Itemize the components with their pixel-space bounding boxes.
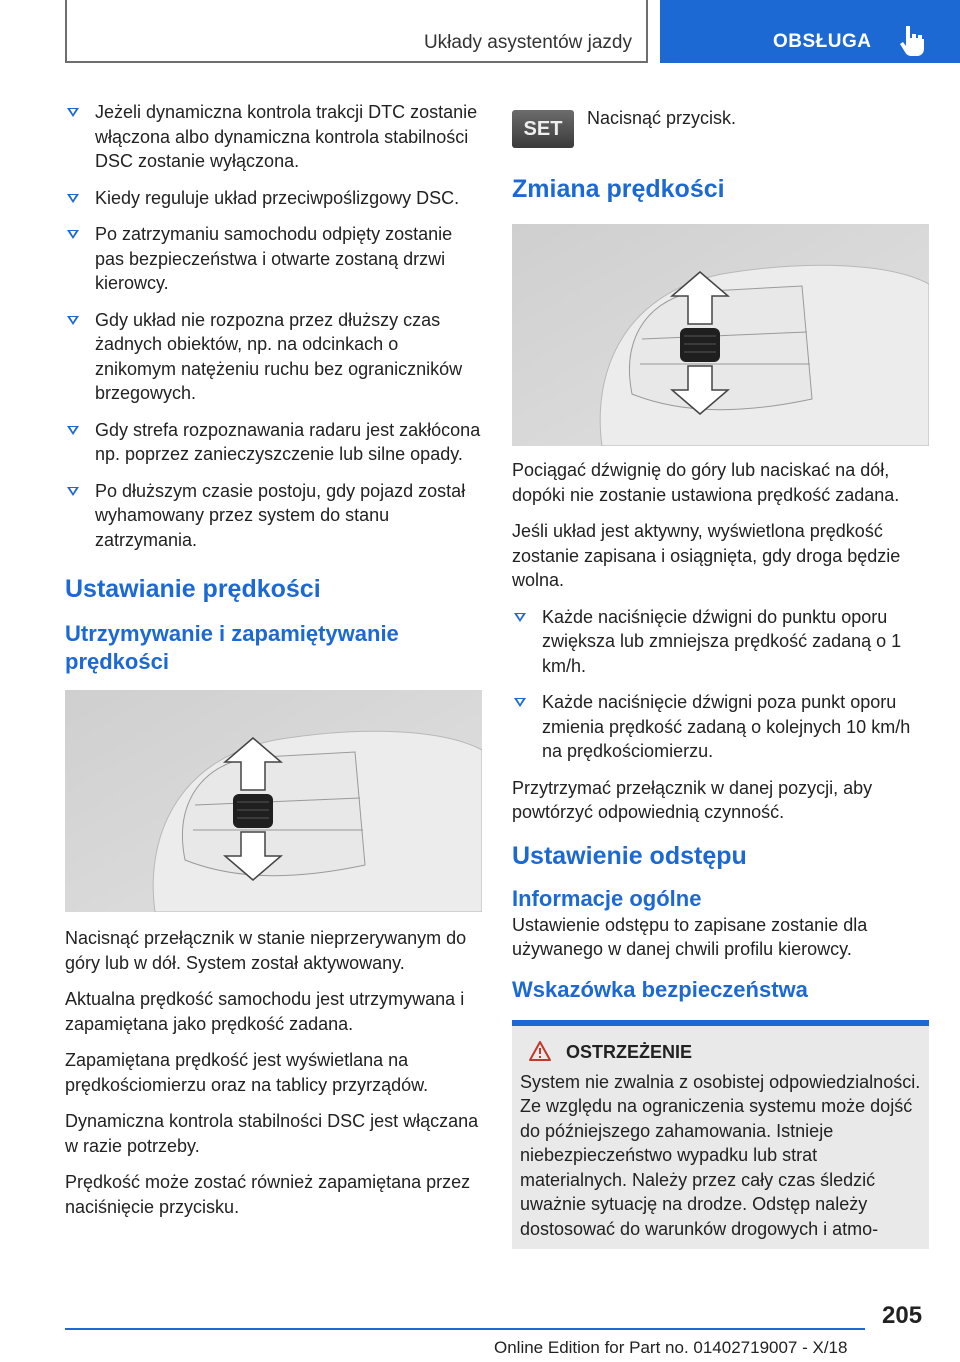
list-item: Gdy układ nie rozpozna przez dłuższy czas żadnych obiektów, np. na odcinkach o znikomym natężeniu ruchu bez ograniczników brzegowych.	[65, 308, 482, 406]
list-item: Każde naciśnięcie dźwigni do punktu oporu zwiększa lub zmniejsza prędkość zadaną o 1 km/h.	[512, 605, 929, 679]
warning-box	[512, 1026, 929, 1249]
triangle-bullet-icon	[67, 108, 79, 117]
paragraph: Przytrzymać przełącznik w danej pozycji, aby powtórzyć odpowiednią czynność.	[512, 777, 873, 822]
steering-wheel-switch-image	[65, 690, 482, 912]
set-button-icon: SET	[512, 110, 574, 148]
speed-step-list	[512, 605, 929, 764]
hand-pointer-icon	[898, 24, 928, 56]
left-column	[65, 100, 482, 1231]
paragraph: Jeśli układ jest aktywny, wyświetlona prędkość zostanie zapisana i osiągnięta, gdy droga będzie wolna.	[512, 521, 901, 590]
section-tab-label: OBSŁUGA	[773, 31, 872, 52]
list-item: Każde naciśnięcie dźwigni poza punkt oporu zmienia prędkość zadaną o kolejnych 10 km/h na prędkościomierzu.	[512, 690, 929, 764]
edition-note: Online Edition for Part no. 01402719007 - X/18	[494, 1338, 848, 1357]
paragraph: Zapamiętana prędkość jest wyświetlana na prędkościomierzu oraz na tablicy przyrządów.	[65, 1050, 429, 1095]
triangle-bullet-icon	[67, 194, 79, 203]
warning-header	[520, 1040, 921, 1070]
paragraph: Ustawienie odstępu to zapisane zostanie dla używanego w danej chwili profilu kierowcy.	[512, 914, 868, 959]
section-title-distance: Ustawienie odstępu	[512, 841, 747, 870]
triangle-bullet-icon	[514, 613, 526, 622]
steering-wheel-switch-image	[512, 224, 929, 446]
section-tab	[660, 0, 960, 63]
list-item: Jeżeli dynamiczna kontrola trakcji DTC zostanie włączona albo dynamiczna kontrola stabilności DSC zostanie wyłączona.	[65, 100, 482, 174]
footer-divider	[65, 1328, 865, 1330]
warning-text: System nie zwalnia z osobistej odpowiedzialności. Ze względu na ograniczenia systemu może dojść do późniejszego zahamowania. Istnieje niebezpieczeństwo wypadku lub strat materialnych. Należy przez cały czas śledzić uważnie sytuację na drodze. Odstęp należy dostosować do warunków drogowych i atmo-	[520, 1071, 921, 1239]
triangle-bullet-icon	[67, 426, 79, 435]
warning-triangle-icon	[528, 1040, 552, 1062]
paragraph: Dynamiczna kontrola stabilności DSC jest włączana w razie potrzeby.	[65, 1111, 479, 1156]
paragraph: Nacisnąć przełącznik w stanie nieprzerywanym do góry lub w dół. System został aktywowany.	[65, 928, 467, 973]
set-instruction: Nacisnąć przycisk.	[587, 108, 737, 128]
set-button-row	[512, 100, 929, 162]
section-title-speed: Ustawianie prędkości	[65, 575, 321, 603]
subsection-title-safety: Wskazówka bezpieczeństwa	[512, 976, 808, 1002]
list-item: Kiedy reguluje układ przeciwpoślizgowy DSC.	[65, 186, 482, 211]
paragraph: Prędkość może zostać również zapamiętana przez naciśnięcie przycisku.	[65, 1172, 471, 1217]
paragraph: Aktualna prędkość samochodu jest utrzymywana i zapamiętana jako prędkość zadana.	[65, 989, 465, 1034]
list-item: Po zatrzymaniu samochodu odpięty zostanie pas bezpieczeństwa i otwarte zostaną drzwi kierowcy.	[65, 222, 482, 296]
condition-list	[65, 100, 482, 552]
header-box	[65, 0, 648, 63]
list-item: Po dłuższym czasie postoju, gdy pojazd został wyhamowany przez system do stanu zatrzymania.	[65, 479, 482, 553]
triangle-bullet-icon	[67, 230, 79, 239]
triangle-bullet-icon	[514, 698, 526, 707]
subsection-title-hold: Utrzymywanie i zapamiętywanie prędkości	[65, 621, 399, 674]
section-title-change-speed: Zmiana prędkości	[512, 175, 725, 203]
triangle-bullet-icon	[67, 316, 79, 325]
paragraph: Pociągać dźwignię do góry lub naciskać na dół, dopóki nie zostanie ustawiona prędkość zadana.	[512, 460, 900, 505]
warning-title: OSTRZEŻENIE	[566, 1041, 693, 1062]
right-column	[512, 100, 929, 1249]
page-number: 205	[882, 1302, 923, 1329]
chapter-title: Układy asystentów jazdy	[423, 32, 632, 53]
list-item: Gdy strefa rozpoznawania radaru jest zakłócona np. poprzez zanieczyszczenie lub silne opady.	[65, 418, 482, 467]
triangle-bullet-icon	[67, 487, 79, 496]
subsection-title-general: Informacje ogólne	[512, 885, 702, 911]
